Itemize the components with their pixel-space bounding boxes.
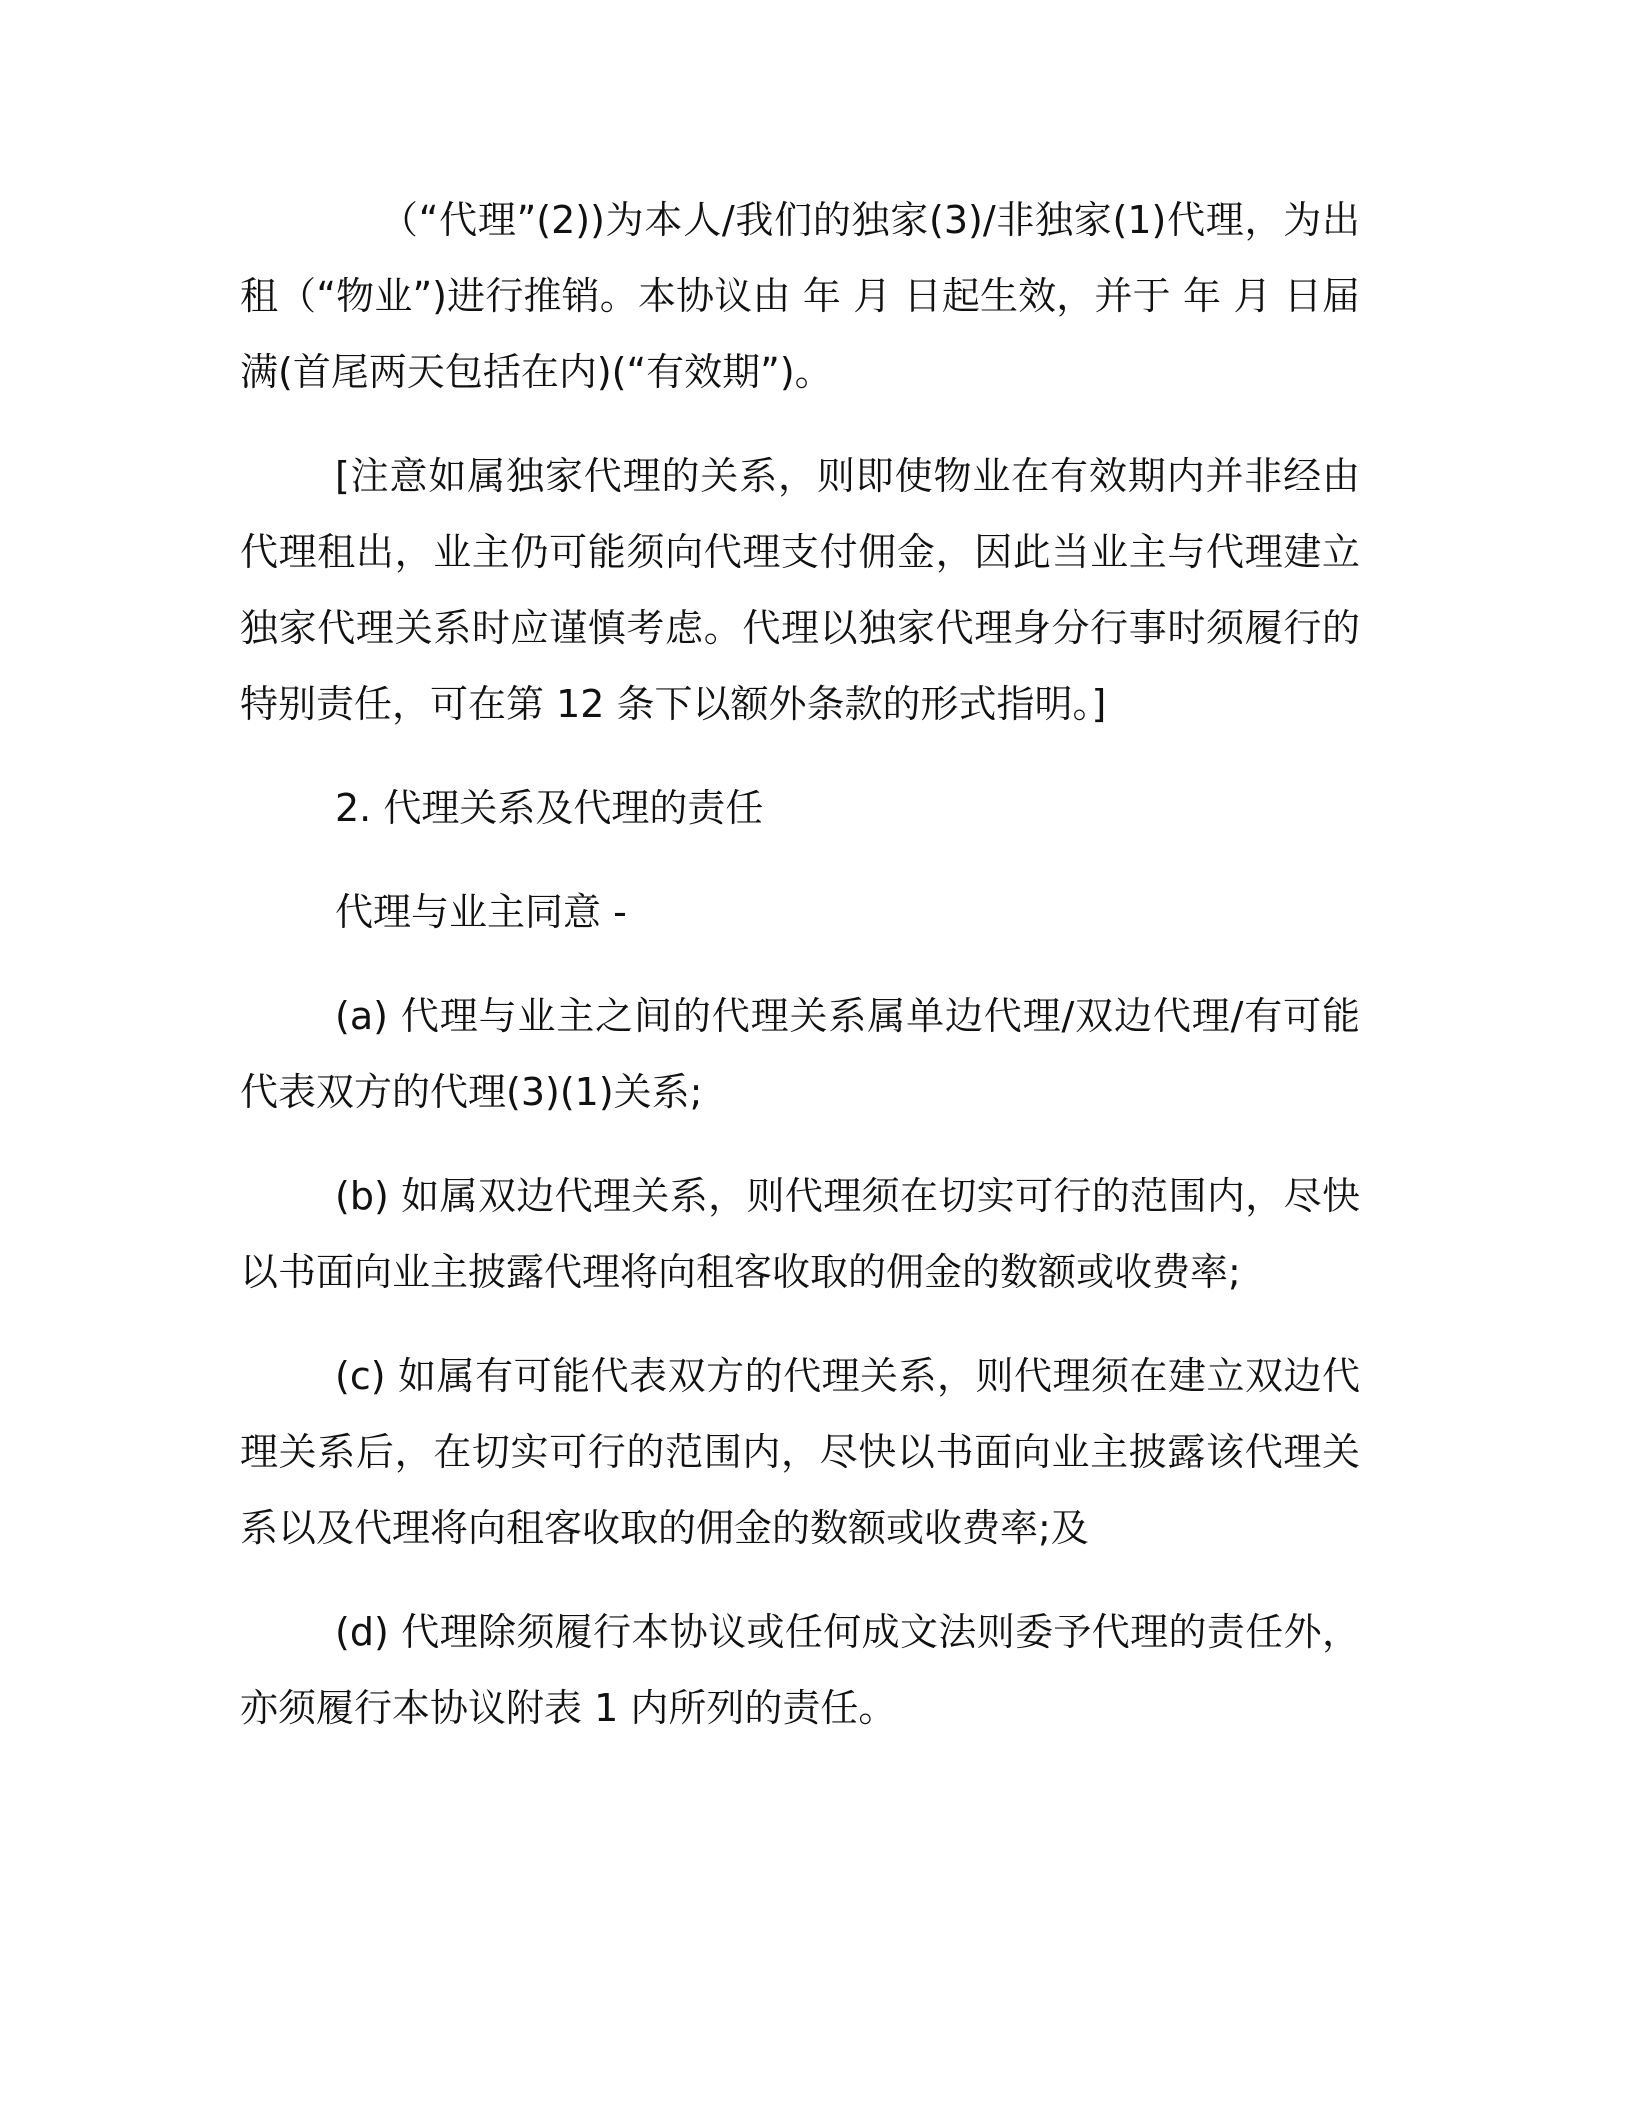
- document-body: [240, 182, 1360, 1774]
- paragraph-agency-appointment: （“代理”(2))为本人/我们的独家(3)/非独家(1)代理，为出租（“物业”)进行推销。本协议由 年 月 日起生效，并于 年 月 日届满(首尾两天包括在内)(“有效期”)。: [240, 198, 1360, 394]
- paragraph-exclusive-agency-note: [注意如属独家代理的关系，则即使物业在有效期内并非经由代理租出，业主仍可能须向代理支付佣金，因此当业主与代理建立独家代理关系时应谨慎考虑。代理以独家代理身分行事时须履行的特别责任，可在第 12 条下以额外条款的形式指明。]: [240, 454, 1360, 726]
- paragraph-agreement-intro: 代理与业主同意 -: [335, 890, 627, 934]
- clause-b: (b) 如属双边代理关系，则代理须在切实可行的范围内，尽快以书面向业主披露代理将向租客收取的佣金的数额或收费率;: [240, 1174, 1360, 1294]
- clause-c: (c) 如属有可能代表双方的代理关系，则代理须在建立双边代理关系后，在切实可行的范围内，尽快以书面向业主披露该代理关系以及代理将向租客收取的佣金的数额或收费率;及: [240, 1354, 1360, 1550]
- clause-d: (d) 代理除须履行本协议或任何成文法则委予代理的责任外，亦须履行本协议附表 1 内所列的责任。: [240, 1610, 1360, 1730]
- section-heading-agency-relationship: 2. 代理关系及代理的责任: [335, 786, 764, 830]
- clause-a: (a) 代理与业主之间的代理关系属单边代理/双边代理/有可能代表双方的代理(3)(1)关系;: [240, 994, 1360, 1114]
